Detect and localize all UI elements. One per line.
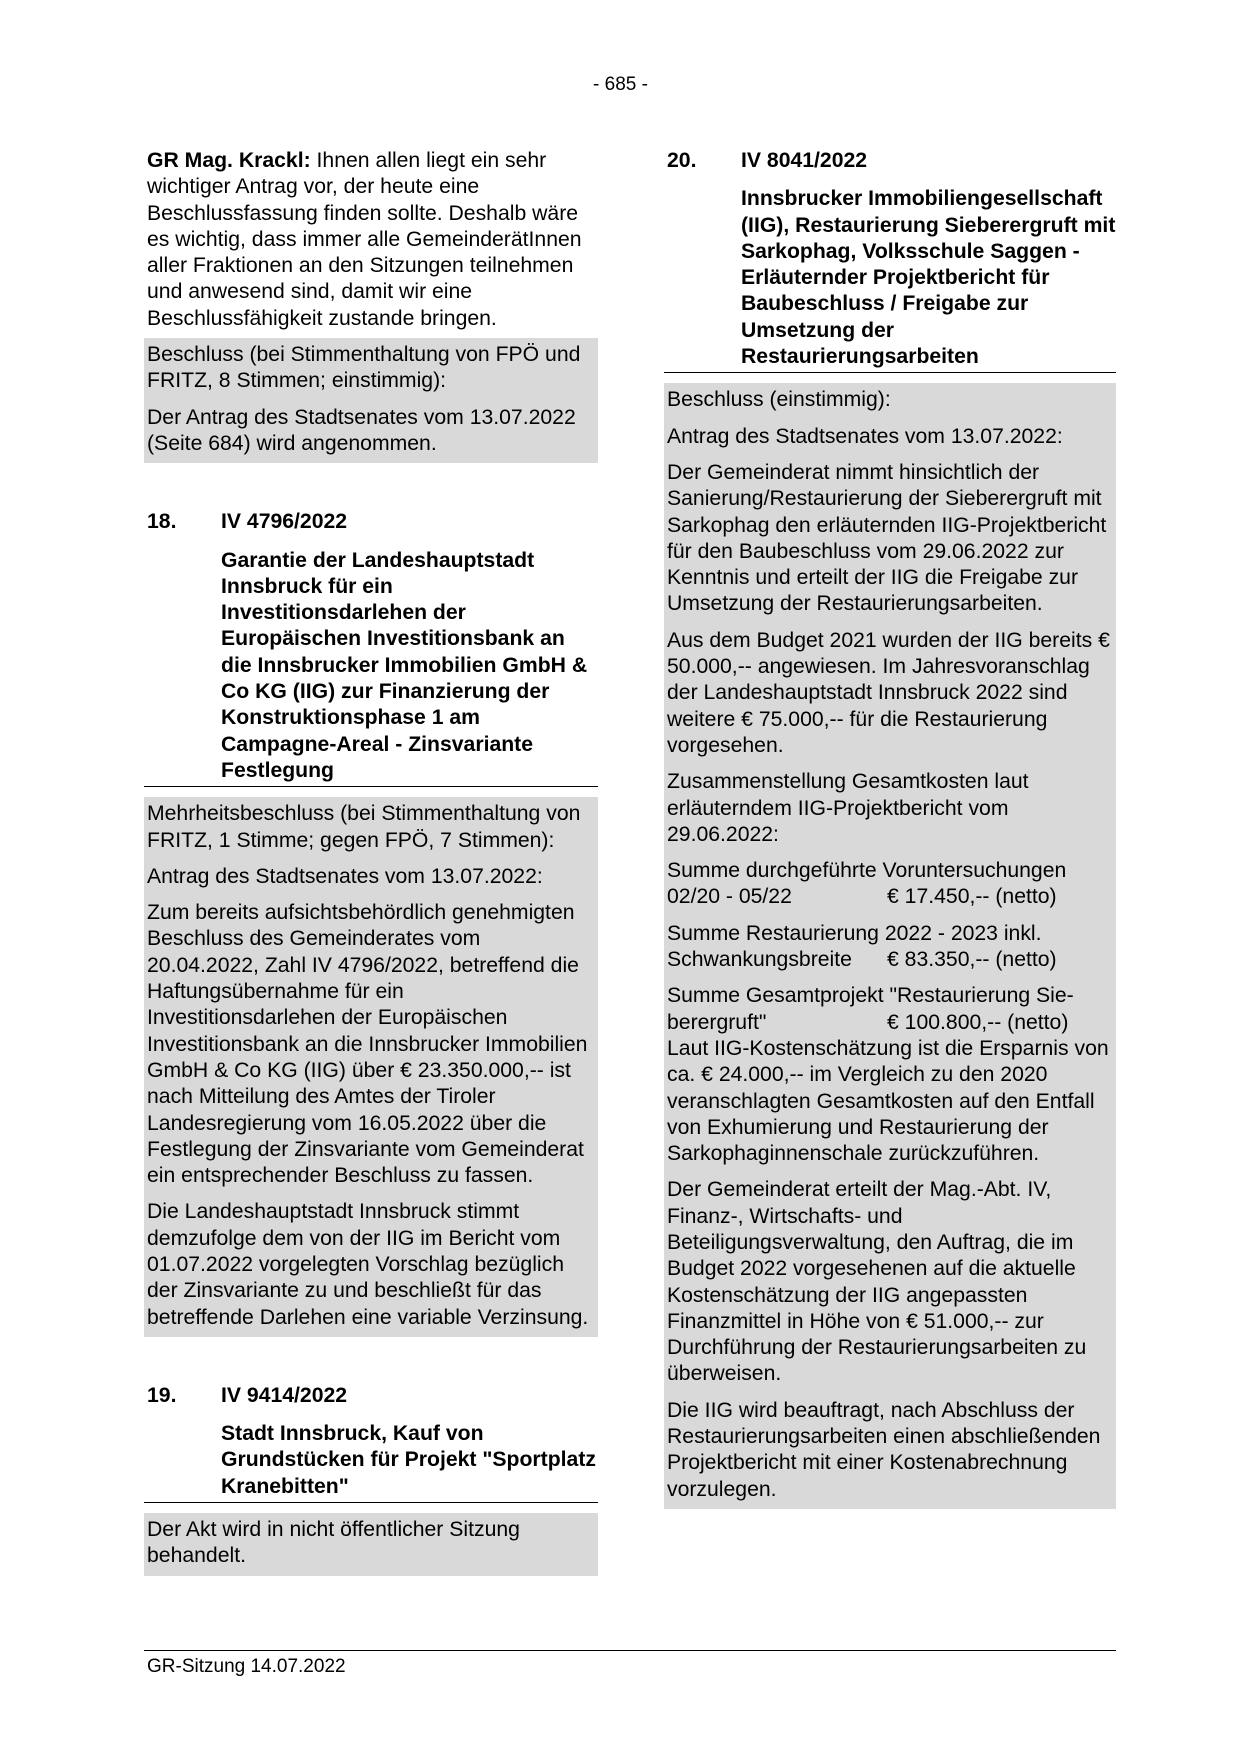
item-reference: IV 8041/2022 bbox=[741, 149, 868, 172]
item-reference: IV 9414/2022 bbox=[221, 1383, 348, 1407]
decision-box bbox=[144, 1513, 598, 1576]
speaker-statement bbox=[144, 148, 598, 332]
cost-amount: € 83.350,-- (netto) bbox=[887, 948, 1057, 972]
decision-text: Der Antrag des Stadtsenates vom 13.07.2022 (Seite 684) wird angenommen. bbox=[147, 405, 576, 455]
speaker-text: Ihnen allen liegt ein sehr wichtiger Antrag vor, der heute eine Beschlussfassung finden sollte. Deshalb wäre es wichtig, dass immer alle GemeinderätInnen aller Fraktionen an den Sitzungen teilnehmen und anwesend sind, damit wir eine Beschlussfähigkeit zustande bringen. bbox=[147, 149, 582, 330]
cost-description: Summe Restaurierung 2022 - 2023 inkl. bbox=[667, 921, 1042, 945]
item-heading bbox=[144, 509, 598, 535]
decision-box-intro bbox=[144, 338, 598, 463]
footer-divider bbox=[144, 1650, 1116, 1651]
item-number: 19. bbox=[147, 1383, 177, 1407]
cost-description: Summe Gesamtprojekt "Restaurierung Sie- bbox=[667, 984, 1074, 1008]
item-number: 18. bbox=[147, 510, 177, 534]
right-column bbox=[664, 148, 1116, 1509]
cost-label: Schwankungsbreite bbox=[667, 948, 852, 972]
cost-label: berergruft" bbox=[667, 1010, 767, 1034]
cost-period: 02/20 - 05/22 bbox=[667, 885, 792, 909]
item-title: Innsbrucker Immobiliengesellschaft (IIG), Restaurierung Sieberergruft mit Sarkophag, Volksschule Saggen - Erläuternder Projektbericht für Baubeschluss / Freigabe zur Umsetzung der Restaurierungsarbeiten bbox=[741, 187, 1116, 369]
decision-text: Laut IIG-Kostenschätzung ist die Ersparnis von ca. € 24.000,-- im Vergleich zu den 2020 veranschlagten Gesamtkosten auf den Entfall von Exhumierung und Restaurierung der Sarkophaginnenschale zurückzuführen. bbox=[667, 1036, 1109, 1166]
decision-text: Zusammenstellung Gesamtkosten laut erläuterndem IIG-Projektbericht vom 29.06.2022: bbox=[667, 770, 1029, 846]
footer: GR-Sitzung 14.07.2022 bbox=[147, 1656, 346, 1677]
decision-text: Die Landeshauptstadt Innsbruck stimmt demzufolge dem von der IIG im Bericht vom 01.07.2022 vorgelegten Vorschlag bezüglich der Zinsvariante zu und beschließt für das betreffende Darlehen eine variable Verzinsung. bbox=[147, 1200, 589, 1329]
decision-text: Mehrheitsbeschluss (bei Stimmenthaltung von FRITZ, 1 Stimme; gegen FPÖ, 7 Stimmen): bbox=[147, 802, 581, 852]
item-reference: IV 4796/2022 bbox=[221, 510, 348, 534]
item-title-block bbox=[144, 548, 598, 788]
decision-text: Der Gemeinderat nimmt hinsichtlich der Sanierung/Restaurierung der Sieberergruft mit Sarkophag den erläuternden IIG-Projektbericht für den Baubeschluss vom 29.06.2022 zur Kenntnis und erteilt der IIG die Freigabe zur Umsetzung der Restaurierungsarbeiten. bbox=[667, 460, 1107, 616]
item-number: 20. bbox=[667, 149, 697, 172]
decision-text: Beschluss (bei Stimmenthaltung von FPÖ und FRITZ, 8 Stimmen; einstimmig): bbox=[147, 343, 581, 393]
cost-entry bbox=[667, 983, 1113, 1036]
decision-text: Der Akt wird in nicht öffentlicher Sitzung behandelt. bbox=[147, 1518, 520, 1568]
item-title: Garantie der Landeshauptstadt Innsbruck für ein Investitionsdarlehen der Europäischen Investitionsbank an die Innsbrucker Immobilien GmbH & Co KG (IIG) zur Finanzierung der Konstruktionsphase 1 am Campagne-Areal - Zinsvariante Festlegung bbox=[221, 548, 588, 782]
decision-box bbox=[144, 797, 598, 1337]
decision-text: Antrag des Stadtsenates vom 13.07.2022: bbox=[667, 424, 1063, 448]
cost-description: Summe durchgeführte Voruntersuchungen bbox=[667, 859, 1067, 883]
cost-amount: € 100.800,-- (netto) bbox=[887, 1010, 1069, 1034]
item-title: Stadt Innsbruck, Kauf von Grundstücken für Projekt "Sportplatz Kranebitten" bbox=[221, 1422, 596, 1498]
decision-text: Aus dem Budget 2021 wurden der IIG bereits € 50.000,-- angewiesen. Im Jahresvoranschlag der Landeshauptstadt Innsbruck 2022 sind weitere € 75.000,-- für die Restaurierung vorgesehen. bbox=[667, 628, 1110, 757]
decision-text: Die IIG wird beauftragt, nach Abschluss der Restaurierungsarbeiten einen abschließenden Projektbericht mit einer Kostenabrechnung vorzulegen. bbox=[667, 1398, 1101, 1501]
decision-text: Der Gemeinderat erteilt der Mag.-Abt. IV, Finanz-, Wirtschafts- und Beteiligungsverwaltung, den Auftrag, die im Budget 2022 vorgesehenen auf die aktuelle Kostenschätzung der IIG angepassten Finanzmittel in Höhe von € 51.000,-- zur Durchführung der Restaurierungsarbeiten zu überweisen. bbox=[667, 1178, 1087, 1386]
item-heading bbox=[144, 1383, 598, 1409]
item-title-block bbox=[144, 1421, 598, 1503]
agenda-item-18 bbox=[144, 509, 598, 1337]
item-heading bbox=[664, 148, 1116, 174]
page-number: - 685 - bbox=[593, 74, 648, 95]
cost-row bbox=[667, 1010, 1113, 1036]
decision-box bbox=[664, 383, 1116, 1509]
decision-text: Beschluss (einstimmig): bbox=[667, 388, 891, 412]
cost-entry bbox=[667, 921, 1113, 974]
agenda-item-20 bbox=[664, 148, 1116, 1509]
speaker-name: GR Mag. Krackl: bbox=[147, 149, 311, 172]
item-title-block bbox=[664, 186, 1116, 373]
cost-row bbox=[667, 947, 1113, 973]
left-column bbox=[144, 148, 598, 1576]
cost-row bbox=[667, 884, 1113, 910]
agenda-item-19 bbox=[144, 1383, 598, 1576]
decision-text: Zum bereits aufsichtsbehördlich genehmigten Beschluss des Gemeinderates vom 20.04.2022, Zahl IV 4796/2022, betreffend die Haftungsübernahme für ein Investitionsdarlehen der Europäischen Investitionsbank an die Innsbrucker Immobilien GmbH & Co KG (IIG) über € 23.350.000,-- ist nach Mitteilung des Amtes der Tiroler Landesregierung vom 16.05.2022 über die Festlegung der Zinsvariante vom Gemeinderat ein entsprechender Beschluss zu fassen. bbox=[147, 901, 588, 1188]
cost-amount: € 17.450,-- (netto) bbox=[887, 885, 1057, 909]
decision-text: Antrag des Stadtsenates vom 13.07.2022: bbox=[147, 864, 543, 888]
cost-entry bbox=[667, 858, 1113, 911]
